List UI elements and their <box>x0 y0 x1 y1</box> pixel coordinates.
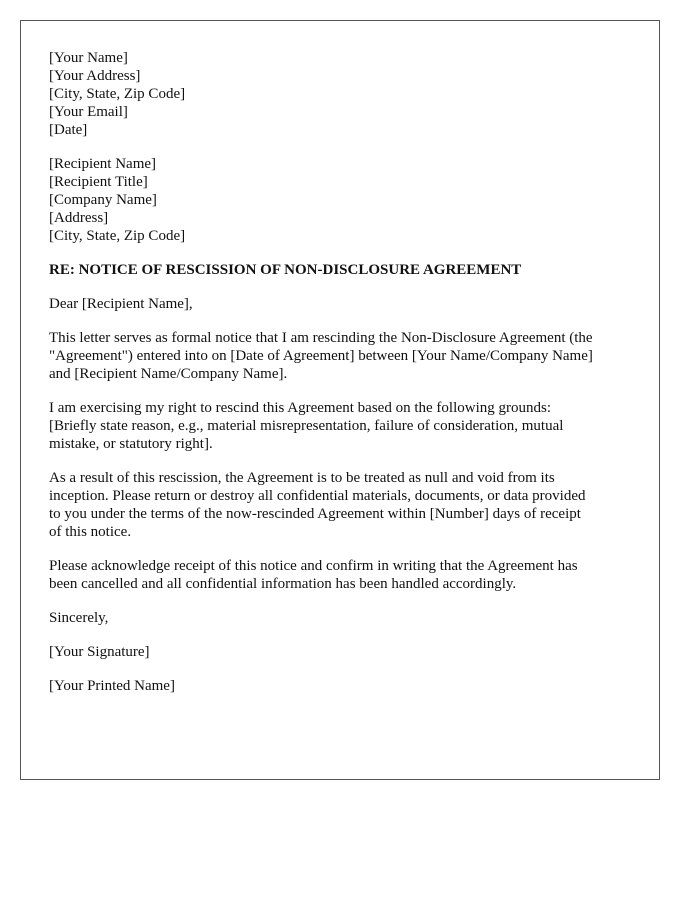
paragraph-line: This letter serves as formal notice that I am rescinding the Non-Disclosure Agreement (the <box>49 330 593 346</box>
signature-placeholder: [Your Signature] <box>49 644 150 660</box>
paragraph-line: inception. Please return or destroy all confidential materials, documents, or data provided <box>49 488 586 504</box>
sender-address: [Your Address] <box>49 68 141 84</box>
sender-name: [Your Name] <box>49 50 128 66</box>
paragraph-line: been cancelled and all confidential information has been handled accordingly. <box>49 576 517 592</box>
paragraph-line: and [Recipient Name/Company Name]. <box>49 366 288 382</box>
paragraph-line: I am exercising my right to rescind this Agreement based on the following grounds: <box>49 400 551 416</box>
letter-date: [Date] <box>49 122 88 138</box>
recipient-address: [Address] <box>49 210 109 226</box>
subject-line: RE: NOTICE OF RESCISSION OF NON-DISCLOSURE AGREEMENT <box>49 262 522 278</box>
body-paragraph-1 <box>49 329 639 383</box>
letter-content <box>49 49 639 711</box>
recipient-company: [Company Name] <box>49 192 157 208</box>
body-paragraph-2 <box>49 399 639 453</box>
recipient-block <box>49 155 639 245</box>
salutation: Dear [Recipient Name], <box>49 296 193 312</box>
sender-block <box>49 49 639 139</box>
paragraph-line: [Briefly state reason, e.g., material misrepresentation, failure of consideration, mutual <box>49 418 564 434</box>
paragraph-line: of this notice. <box>49 524 132 540</box>
body-paragraph-3 <box>49 469 639 541</box>
paragraph-line: "Agreement") entered into on [Date of Agreement] between [Your Name/Company Name] <box>49 348 593 364</box>
sender-city-state-zip: [City, State, Zip Code] <box>49 86 186 102</box>
closing: Sincerely, <box>49 610 109 626</box>
sender-email: [Your Email] <box>49 104 128 120</box>
printed-name: [Your Printed Name] <box>49 678 175 694</box>
paragraph-line: As a result of this rescission, the Agreement is to be treated as null and void from its <box>49 470 555 486</box>
recipient-title: [Recipient Title] <box>49 174 148 190</box>
recipient-city-state-zip: [City, State, Zip Code] <box>49 228 186 244</box>
paragraph-line: mistake, or statutory right]. <box>49 436 213 452</box>
paragraph-line: Please acknowledge receipt of this notice and confirm in writing that the Agreement has <box>49 558 578 574</box>
letter-page <box>20 20 660 780</box>
recipient-name: [Recipient Name] <box>49 156 157 172</box>
paragraph-line: to you under the terms of the now-rescinded Agreement within [Number] days of receipt <box>49 506 581 522</box>
body-paragraph-4 <box>49 557 639 593</box>
